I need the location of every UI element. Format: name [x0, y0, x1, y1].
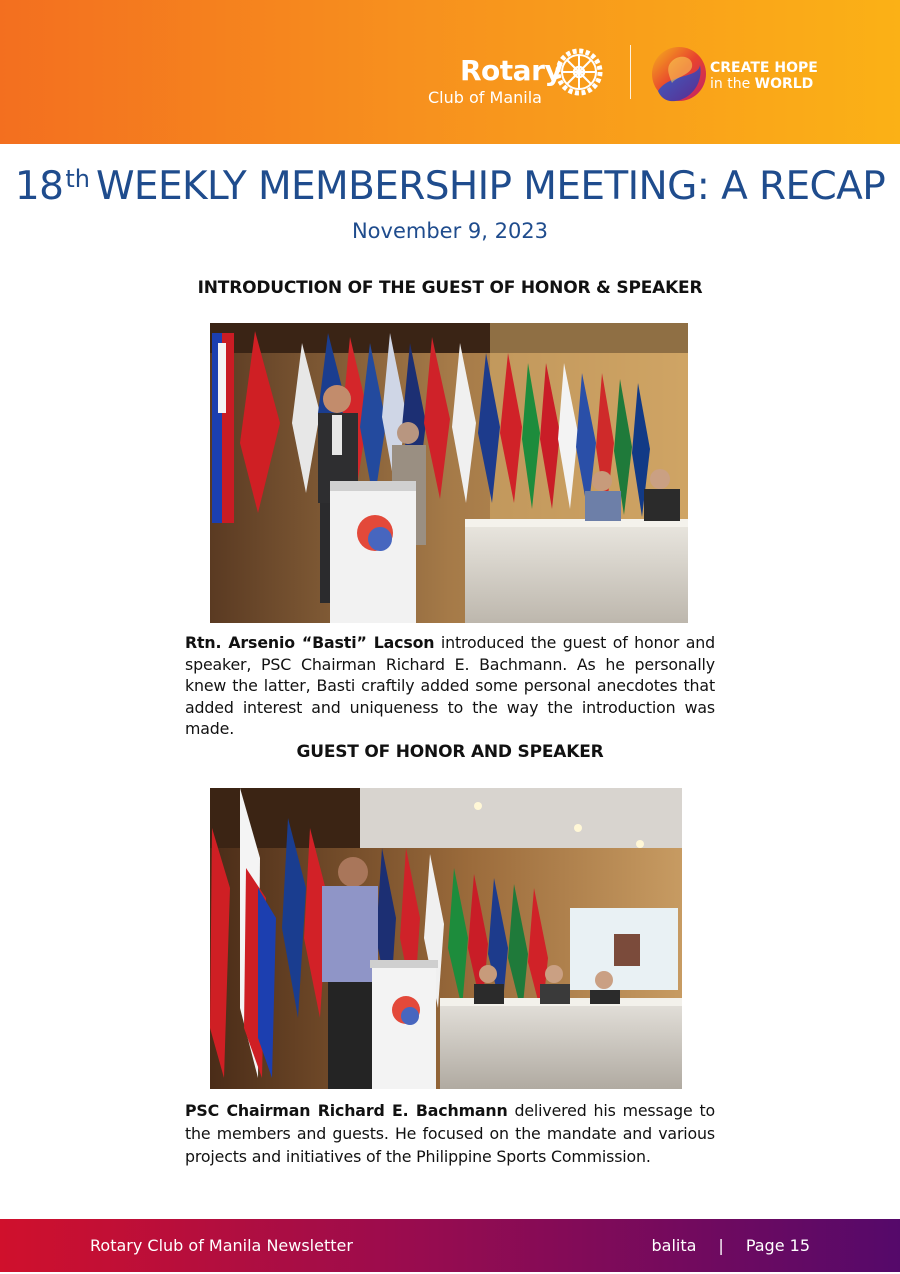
meeting-date: November 9, 2023 — [351, 219, 549, 243]
title-number: 18 — [14, 164, 64, 209]
title-text: WEEKLY MEMBERSHIP MEETING: A RECAP — [95, 164, 886, 209]
speaker-at-podium-photo — [210, 323, 688, 623]
rotary-logo-subtitle: Club of Manila — [428, 88, 542, 107]
section-heading-introduction: INTRODUCTION OF THE GUEST OF HONOR & SPEAKER — [197, 278, 703, 298]
rotary-wheel-icon — [551, 44, 607, 100]
rotary-logo — [428, 50, 608, 112]
footer-page-number: Page 15 — [745, 1236, 810, 1255]
footer-right — [651, 1236, 810, 1255]
page-header — [0, 0, 900, 144]
tagline-line-2 — [710, 76, 818, 92]
page-title — [0, 164, 900, 209]
guest-speaker-at-podium-photo — [210, 788, 682, 1089]
footer-separator: | — [718, 1236, 724, 1255]
rotary-logo-word: Rotary — [460, 54, 563, 87]
caption-guest-of-honor-name: PSC Chairman Richard E. Bachmann — [185, 1101, 508, 1120]
caption-introduction-text: introduced the guest of honor and speaker, PSC Chairman Richard E. Bachmann. As he personally knew the latter, Basti craftily added some personal anecdotes that added interest and uniqueness to the way the introduction was made. — [185, 633, 715, 738]
create-hope-tagline — [710, 60, 818, 92]
caption-introduction — [185, 632, 715, 740]
tagline-in-the: in the — [710, 76, 755, 92]
caption-guest-of-honor-text: delivered his message to the members and guests. He focused on the mandate and various projects and initiatives of the Philippine Sports Commission. — [185, 1101, 715, 1166]
footer-newsletter-name: Rotary Club of Manila Newsletter — [90, 1236, 353, 1255]
create-hope-logo-icon — [650, 43, 708, 105]
footer-brand: balita — [651, 1236, 697, 1255]
header-divider — [630, 45, 631, 99]
tagline-line-1: CREATE HOPE — [710, 60, 818, 76]
section-heading-guest-of-honor: GUEST OF HONOR AND SPEAKER — [296, 742, 604, 762]
caption-guest-of-honor — [185, 1099, 715, 1168]
page-footer — [0, 1219, 900, 1272]
caption-introduction-name: Rtn. Arsenio “Basti” Lacson — [185, 633, 435, 652]
tagline-world: WORLD — [754, 76, 814, 92]
title-suffix: th — [65, 165, 90, 193]
